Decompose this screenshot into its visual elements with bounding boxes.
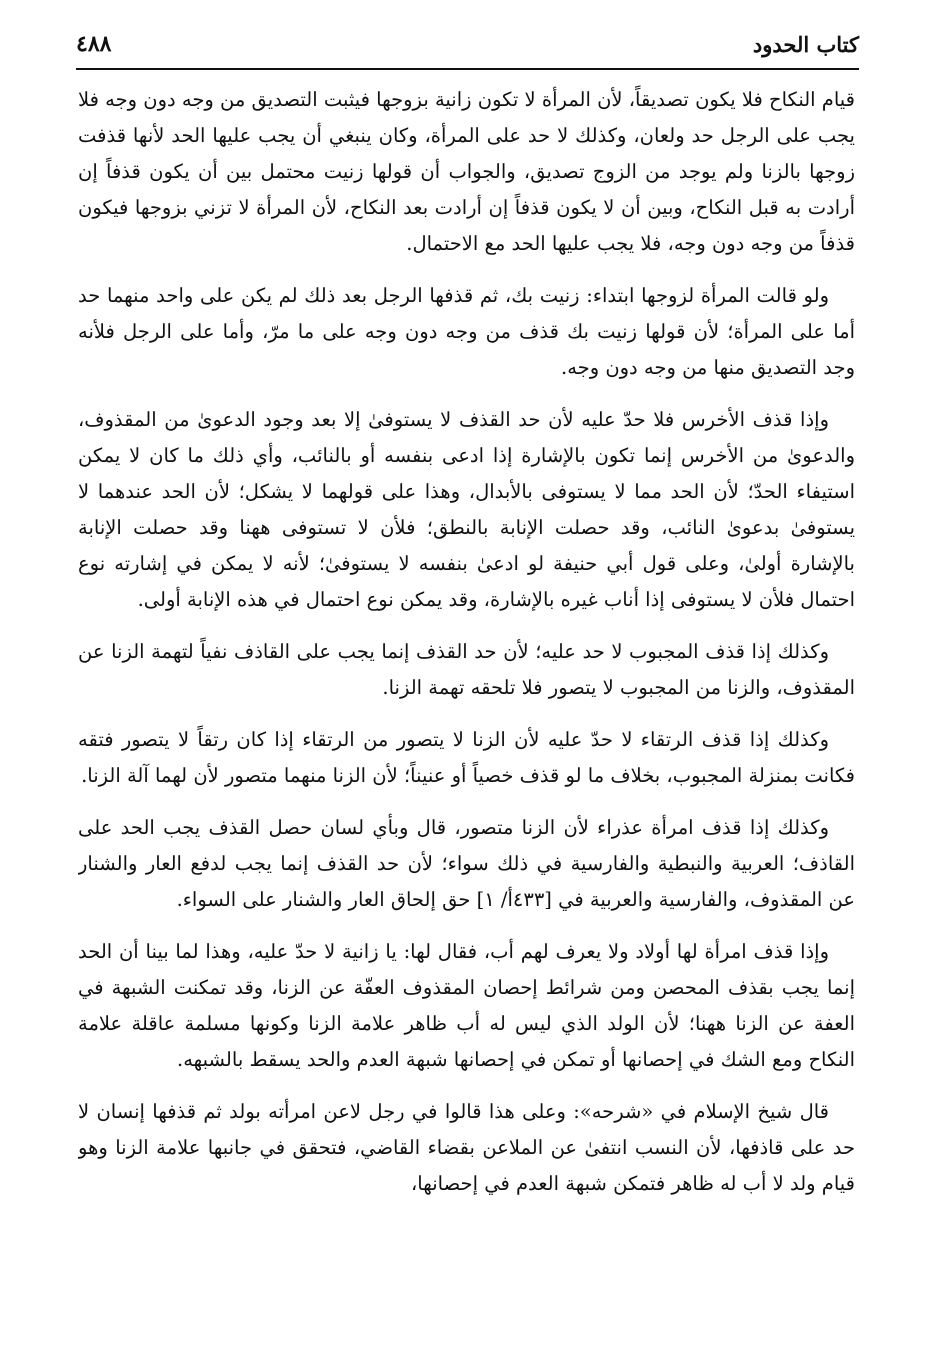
paragraph-5: وكذلك إذا قذف الرتقاء لا حدّ عليه لأن الزنا لا يتصور من الرتقاء إذا كان رتقاً لا يتصور فتقه فكانت بمنزلة المجبوب، بخلاف ما لو قذف خصياً أو عنيناً؛ لأن الزنا منهما متصور لأن لهما آلة الزنا. xyxy=(78,728,855,787)
page-number: ٤٨٨ xyxy=(76,31,112,57)
header-divider xyxy=(76,68,859,70)
paragraph-8: قال شيخ الإسلام في «شرحه»: وعلى هذا قالوا في رجل لاعن امرأته بولد ثم قذفها إنسان لا حد على قاذفها، لأن النسب انتفىٰ عن الملاعن بقضاء القاضي، فتحقق في جانبها علامة الزنا وهو قيام ولد لا أب له ظاهر فتمكن شبهة العدم في إحصانها، xyxy=(78,1100,855,1195)
paragraph-2: ولو قالت المرأة لزوجها ابتداء: زنيت بك، ثم قذفها الرجل بعد ذلك لم يكن على واحد منهما حد أما على المرأة؛ لأن قولها زنيت بك قذف من وجه دون وجه على ما مرّ، وأما على الرجل فلأنه وجد التصديق منها من وجه دون وجه. xyxy=(78,284,855,379)
paragraph-6: وكذلك إذا قذف امرأة عذراء لأن الزنا متصور، قال وبأي لسان حصل القذف يجب الحد على القاذف؛ العربية والنبطية والفارسية في ذلك سواء؛ لأن حد القذف إنما يجب لدفع العار والشنار عن المقذوف، والفارسية والعربية في [٤٣٣أ/ ١] حق إلحاق العار والشنار على السواء. xyxy=(78,816,855,911)
paragraph-3: وإذا قذف الأخرس فلا حدّ عليه لأن حد القذف لا يستوفىٰ إلا بعد وجود الدعوىٰ من المقذوف، والدعوىٰ من الأخرس إنما تكون بالإشارة إذا ادعى بنفسه أو بالنائب، وأي ذلك ما كان لا يمكن استيفاء الحدّ؛ لأن الحد مما لا يستوفى بالأبدال، وهذا على قولهما لا يشكل؛ لأن الحد عندهما لا يستوفىٰ بدعوىٰ النائب، وقد حصلت الإنابة بالنطق؛ فلأن لا تستوفى ههنا وقد حصلت الإنابة بالإشارة أولىٰ، وعلى قول أبي حنيفة لو ادعىٰ بنفسه لا يستوفىٰ؛ لأنه لا يمكن في إشارته نوع احتمال فلأن لا يستوفى إذا أناب غيره بالإشارة، وقد يمكن نوع احتمال في هذه الإنابة أولى. xyxy=(78,408,855,611)
page-body xyxy=(78,82,855,1346)
running-title: كتاب الحدود xyxy=(752,32,859,57)
paragraph-7: وإذا قذف امرأة لها أولاد ولا يعرف لهم أب، فقال لها: يا زانية لا حدّ عليه، وهذا لما بينا أن الحد إنما يجب بقذف المحصن ومن شرائط إحصان المقذوف العفّة عن الزنا، وقد تمكنت الشبهة في العفة عن الزنا ههنا؛ لأن الولد الذي ليس له أب ظاهر علامة الزنا وكونها مسلمة عاقلة علامة النكاح ومع الشك في إحصانها أو تمكن في إحصانها شبهة العدم والحد يسقط بالشبهه. xyxy=(78,940,855,1071)
paragraph-4: وكذلك إذا قذف المجبوب لا حد عليه؛ لأن حد القذف إنما يجب على القاذف نفياً لتهمة الزنا عن المقذوف، والزنا من المجبوب لا يتصور فلا تلحقه تهمة الزنا. xyxy=(78,640,855,699)
paragraph-1: قيام النكاح فلا يكون تصديقاً، لأن المرأة لا تكون زانية بزوجها فيثبت التصديق من وجه دون وجه فلا يجب على الرجل حد ولعان، وكذلك لا حد على المرأة، وكان ينبغي أن يجب عليها الحد لأنها قذفت زوجها بالزنا ولم يوجد من الزوج تصديق، والجواب أن قولها زنيت محتمل بين أن يكون قذفاً إن أرادت به قبل النكاح، وبين أن لا يكون قذفاً إن أرادت بعد النكاح، لأن المرأة لا تزني بزوجها فيكون قذفاً من وجه دون وجه، فلا يجب عليها الحد مع الاحتمال. xyxy=(78,88,855,255)
page-header xyxy=(76,28,859,72)
